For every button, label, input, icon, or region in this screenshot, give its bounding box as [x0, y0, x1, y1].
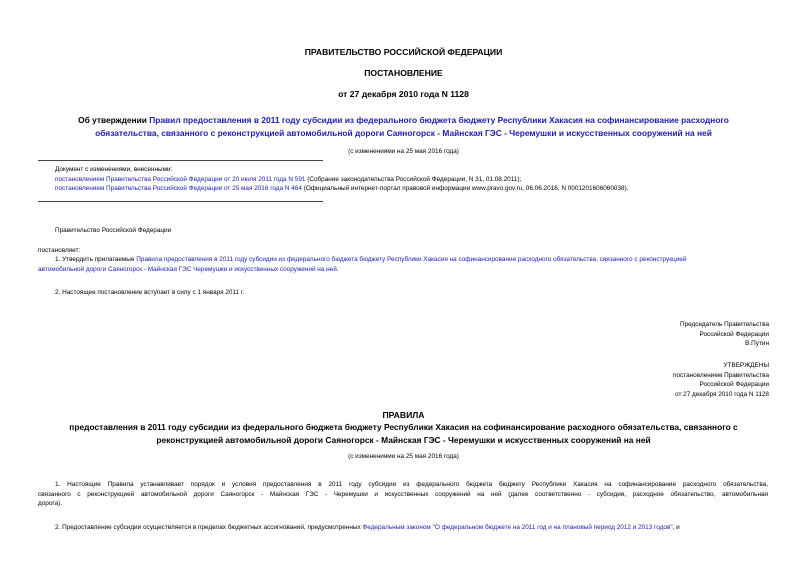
changes-note: (с изменениями на 25 мая 2016 года) [348, 148, 459, 155]
rules-changes-note: (с изменениями на 25 мая 2016 года) [348, 453, 459, 460]
title-line-1 [0, 114, 807, 127]
paragraph-1 [38, 255, 768, 274]
rule-2-start: 2. Предоставление субсидии осуществляется в пределах бюджетных ассигнований, предусмотренных [55, 524, 363, 531]
government-name: Правительство Российской Федерации [55, 227, 172, 234]
signature-block [680, 320, 769, 349]
divider-top [38, 160, 323, 161]
paragraph-2: 2. Настоящее постановление вступает в силу с 1 января 2011 г. [55, 289, 245, 296]
approval-heading: УТВЕРЖДЕНЫ [723, 362, 769, 369]
document-title [0, 114, 807, 140]
rule-1-line-3: дорога). [38, 500, 63, 507]
document-type: ПОСТАНОВЛЕНИЕ [364, 68, 443, 78]
signature-country: Российской Федерации [699, 330, 769, 338]
amendment-link-1[interactable]: постановлением Правительства Российской Федерации от 20 июля 2011 года N 591 [55, 175, 306, 183]
divider-bottom [38, 201, 323, 202]
rules-subtitle-line-1: предоставления в 2011 году субсидии из федерального бюджета бюджету Республики Хакасия на софинансирование расходного обязательства, связанного с [69, 422, 738, 432]
rule-2-end: , и [672, 524, 680, 531]
federal-law-link[interactable]: Федеральным законом "О федеральном бюджете на 2011 год и на плановый период 2012 и 2013 годов" [362, 524, 673, 531]
paragraph-1-start: 1. Утвердить прилагаемые [55, 256, 137, 263]
rule-1-line-2: связанного с реконструкцией автомобильной дороги Саяногорск - Майнская ГЭС - Черемушки и искусственных сооружений на ней (далее соответственно - субсидия, расходное обязательство, автомобильная [38, 490, 768, 498]
signature-name: В.Путин [745, 340, 769, 347]
signature-position: Председатель Правительства [680, 321, 769, 328]
rule-paragraph-2 [55, 523, 768, 533]
rules-subtitle-line-2: реконструкцией автомобильной дороги Саяногорск - Майнская ГЭС - Черемушки и искусственных сооружений на ней [156, 435, 651, 445]
title-prefix: Об утверждении [78, 115, 150, 125]
government-heading: ПРАВИТЕЛЬСТВО РОССИЙСКОЙ ФЕДЕРАЦИИ [304, 47, 503, 57]
rules-title-link-continued[interactable]: обязательства, связанного с реконструкцией автомобильной дороги Саяногорск - Майнская ГЭС - Черемушки и искусственных сооружений на ней [95, 128, 712, 138]
approved-rules-link-continued[interactable]: автомобильной дороги Саяногорск - Майнская ГЭС Черемушки и искусственных сооружений на ней [38, 265, 337, 273]
decides-label: постановляет: [38, 247, 81, 254]
rules-heading: ПРАВИЛА [382, 410, 425, 420]
rules-title-link[interactable]: Правил предоставления в 2011 году субсидии из федерального бюджета бюджету Республики Хакасия на софинансирование расходного [149, 115, 729, 125]
rule-1-line-1: 1. Настоящие Правила устанавливает порядок и условия предоставления в 2011 году субсидии из федерального бюджета бюджету Республики Хакасия на софинансирование расходного обязательства, [55, 481, 768, 488]
approval-line-2: постановлением Правительства [673, 371, 769, 379]
amendment-item-1 [55, 175, 785, 185]
amendment-item-2 [55, 184, 785, 194]
amendment-link-2[interactable]: постановлением Правительства Российской Федерации от 25 мая 2016 года N 464 [55, 185, 302, 192]
amendments-intro: Документ с изменениями, внесенными: [55, 166, 173, 173]
amendment-source-1: (Собрание законодательства Российской Федерации, N 31, 01.08.2011); [305, 175, 522, 183]
approval-date: от 27 декабря 2010 года N 1128 [675, 390, 769, 398]
document-date-number: от 27 декабря 2010 года N 1128 [338, 89, 469, 99]
approved-rules-link[interactable]: Правила предоставления в 2011 году субсидии из федерального бюджета бюджету Республики Хакасия на софинансирование расходного обязательства, связанного с реконструкцией [136, 256, 687, 263]
amendment-source-2: (Официальный интернет-портал правовой информации www.pravo.gov.ru, 06.06.2016, N 0001201606060038). [301, 185, 629, 192]
amendments-block [55, 165, 785, 194]
rule-paragraph-1 [38, 480, 768, 509]
approval-line-3: Российской Федерации [699, 381, 769, 388]
rules-subtitle [0, 421, 807, 447]
paragraph-1-end: . [336, 265, 339, 273]
approval-block [673, 361, 769, 399]
